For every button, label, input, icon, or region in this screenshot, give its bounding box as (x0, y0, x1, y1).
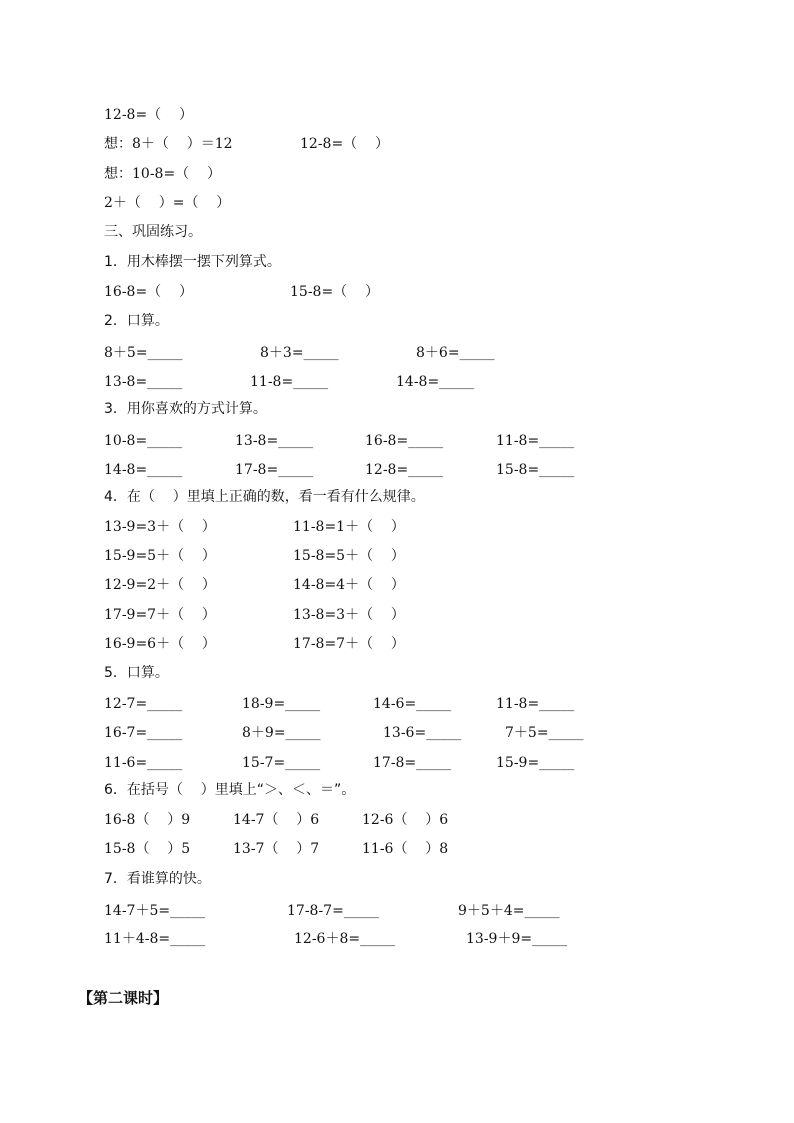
q4-title: 4．在（ ）里填上正确的数，看一看有什么规律。 (104, 489, 425, 505)
q6-r1-c2: 14-7（ ）6 (233, 812, 320, 828)
q5-r3-c1: 11-6=_____ (104, 755, 183, 771)
q6-title: 6．在括号（ ）里填上“＞、＜、＝”。 (104, 782, 356, 798)
q5-r3-c4: 15-9=_____ (496, 755, 575, 771)
q5-r3-c2: 15-7=_____ (242, 755, 321, 771)
q2-title: 2．口算。 (104, 313, 169, 329)
q2-r2-c1: 13-8=_____ (104, 374, 183, 390)
intro-line-2a: 想：8＋（ ）＝12 (104, 136, 233, 152)
q6-r1-c3: 12-6（ ）6 (362, 812, 449, 828)
q5-r2-c2: 8＋9=_____ (242, 725, 321, 741)
q5-r2-c3: 13-6=_____ (383, 725, 462, 741)
q2-r1-c1: 8＋5=_____ (104, 345, 183, 361)
intro-line-1: 12-8=（ ） (104, 107, 193, 123)
intro-line-4: 2＋（ ）=（ ） (104, 195, 231, 211)
q4-right-5: 17-8=7＋（ ） (293, 636, 405, 652)
q4-right-3: 14-8=4＋（ ） (293, 577, 405, 593)
q3-r1-c4: 11-8=_____ (496, 433, 575, 449)
q4-right-2: 15-8=5＋（ ） (293, 548, 405, 564)
q3-r1-c3: 16-8=_____ (365, 433, 444, 449)
q1-title: 1．用木棒摆一摆下列算式。 (104, 254, 281, 270)
q3-r2-c1: 14-8=_____ (104, 462, 183, 478)
q4-left-4: 17-9=7＋（ ） (104, 607, 216, 623)
q3-r1-c1: 10-8=_____ (104, 433, 183, 449)
q6-r2-c2: 13-7（ ）7 (233, 841, 320, 857)
q3-r1-c2: 13-8=_____ (235, 433, 314, 449)
q7-r2-c1: 11＋4-8=_____ (104, 931, 206, 947)
q4-right-1: 11-8=1＋（ ） (293, 519, 405, 535)
q4-right-4: 13-8=3＋（ ） (293, 607, 405, 623)
q6-r1-c1: 16-8（ ）9 (104, 812, 191, 828)
q5-title: 5．口算。 (104, 665, 169, 681)
q4-left-5: 16-9=6＋（ ） (104, 636, 216, 652)
q3-r2-c3: 12-8=_____ (365, 462, 444, 478)
q4-left-2: 15-9=5＋（ ） (104, 548, 216, 564)
section-3-title: 三、巩固练习。 (104, 224, 202, 240)
q5-r3-c3: 17-8=_____ (373, 755, 452, 771)
q6-r2-c1: 15-8（ ）5 (104, 841, 191, 857)
q1-item-b: 15-8=（ ） (290, 284, 379, 300)
q3-r2-c2: 17-8=_____ (235, 462, 314, 478)
q4-left-3: 12-9=2＋（ ） (104, 577, 216, 593)
q5-r2-c1: 16-7=_____ (104, 725, 183, 741)
q7-r1-c3: 9＋5＋4=_____ (458, 903, 560, 919)
q7-r1-c1: 14-7＋5=_____ (104, 903, 206, 919)
q3-r2-c4: 15-8=_____ (496, 462, 575, 478)
q4-left-1: 13-9=3＋（ ） (104, 519, 216, 535)
q2-r1-c2: 8＋3=_____ (260, 345, 339, 361)
q7-r1-c2: 17-8-7=_____ (287, 903, 379, 919)
q2-r2-c3: 14-8=_____ (396, 374, 475, 390)
q5-r1-c1: 12-7=_____ (104, 696, 183, 712)
q6-r2-c3: 11-6（ ）8 (362, 841, 449, 857)
q7-r2-c2: 12-6＋8=_____ (294, 931, 396, 947)
q5-r1-c2: 18-9=_____ (242, 696, 321, 712)
q5-r1-c4: 11-8=_____ (496, 696, 575, 712)
intro-line-2b: 12-8=（ ） (300, 136, 389, 152)
q2-r2-c2: 11-8=_____ (250, 374, 329, 390)
intro-line-3: 想：10-8=（ ） (104, 166, 221, 182)
q7-title: 7．看谁算的快。 (104, 871, 211, 887)
lesson-2-title: 【第二课时】 (78, 989, 169, 1007)
q7-r2-c3: 13-9＋9=_____ (466, 931, 568, 947)
q3-title: 3．用你喜欢的方式计算。 (104, 401, 267, 417)
q1-item-a: 16-8=（ ） (104, 284, 193, 300)
q5-r2-c4: 7＋5=_____ (505, 725, 584, 741)
q2-r1-c3: 8＋6=_____ (416, 345, 495, 361)
q5-r1-c3: 14-6=_____ (373, 696, 452, 712)
